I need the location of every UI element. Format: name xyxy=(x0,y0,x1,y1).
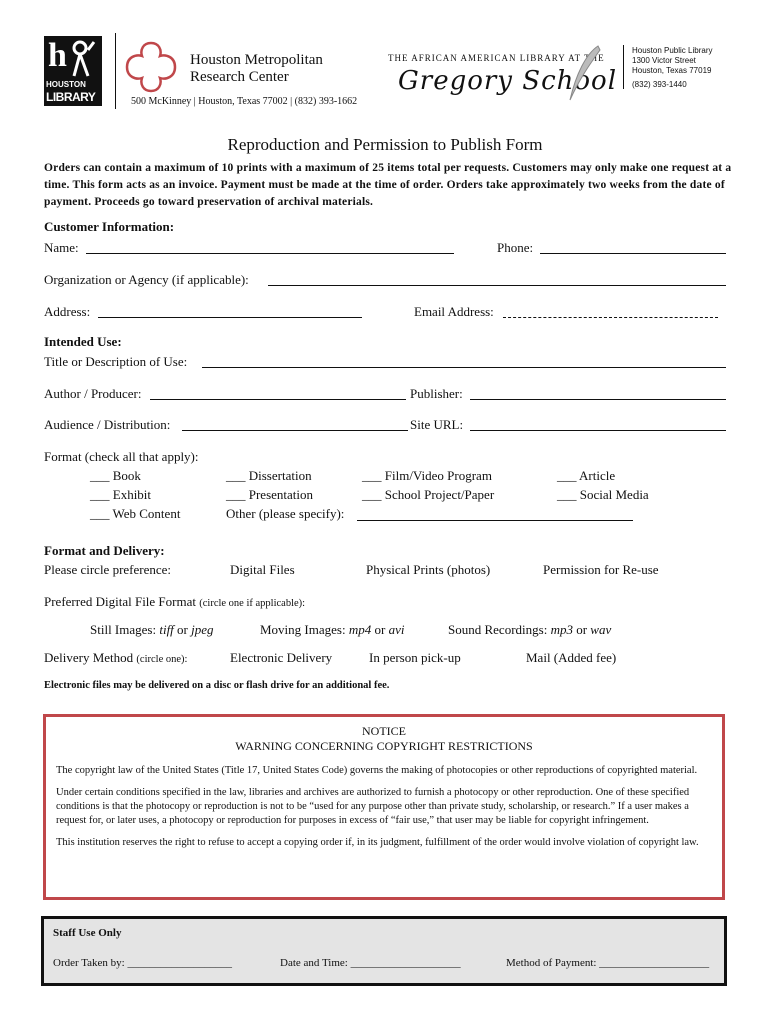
phone-field[interactable] xyxy=(540,253,726,254)
hpl-line2: 1300 Victor Street xyxy=(632,56,696,65)
staff-use-box xyxy=(41,916,727,986)
notice-subtitle: WARNING CONCERNING COPYRIGHT RESTRICTIONS xyxy=(235,739,533,753)
option-digital-files[interactable]: Digital Files xyxy=(230,562,295,577)
name-field[interactable] xyxy=(86,253,454,254)
option-mail[interactable]: Mail (Added fee) xyxy=(526,650,617,665)
option-mp3[interactable]: mp3 xyxy=(550,622,573,637)
or-text: or xyxy=(177,622,188,637)
format-other-label: Other (please specify): xyxy=(226,506,345,521)
format-film[interactable]: ___ Film/Video Program xyxy=(362,468,492,483)
format-other-field[interactable] xyxy=(357,520,633,521)
date-time-field[interactable]: Date and Time: ____________________ xyxy=(280,957,461,969)
header-divider xyxy=(115,33,116,109)
title-desc-label: Title or Description of Use: xyxy=(44,354,188,369)
delivery-method-text: Delivery Method xyxy=(44,650,134,665)
publisher-label: Publisher: xyxy=(410,386,463,401)
gregory-school-wordmark: Gregory School xyxy=(398,66,618,96)
name-label: Name: xyxy=(44,240,79,255)
option-permission-reuse[interactable]: Permission for Re-use xyxy=(543,562,659,577)
org-field[interactable] xyxy=(268,285,726,286)
logo-line1: HOUSTON xyxy=(46,80,86,89)
email-label: Email Address: xyxy=(414,304,494,319)
logo-line2: LIBRARY xyxy=(46,90,96,104)
option-jpeg[interactable]: jpeg xyxy=(191,622,214,637)
intro-text: Orders can contain a maximum of 10 prints with a maximum of 25 items total per requests. Customers may only make one request at a time. This form acts as an invoice. Payment must be made at the time of order. Orders take approximately two weeks from the date of payment. Proceeds go toward preservation of archival materials. xyxy=(44,162,732,208)
logo-figure-icon xyxy=(68,40,98,78)
format-dissertation[interactable]: ___ Dissertation xyxy=(226,468,312,483)
pref-format-note: (circle one if applicable): xyxy=(199,598,306,609)
notice-heading xyxy=(46,724,722,754)
delivery-method-note: (circle one): xyxy=(136,654,188,665)
option-in-person-pickup[interactable]: In person pick-up xyxy=(369,650,461,665)
option-electronic-delivery[interactable]: Electronic Delivery xyxy=(230,650,333,665)
option-wav[interactable]: wav xyxy=(590,622,612,637)
option-avi[interactable]: avi xyxy=(388,622,405,637)
hpl-line1: Houston Public Library xyxy=(632,46,713,55)
moving-images-label: Moving Images: xyxy=(260,622,346,637)
format-article[interactable]: ___ Article xyxy=(557,468,616,483)
hmrc-line2: Research Center xyxy=(190,69,289,85)
pref-format-label xyxy=(44,594,305,610)
site-label: Site URL: xyxy=(410,417,464,432)
address-field[interactable] xyxy=(98,317,362,318)
moving-images-row xyxy=(260,622,404,638)
hpl-line3: Houston, Texas 77019 xyxy=(632,66,712,75)
hmrc-name xyxy=(190,52,323,86)
customer-heading: Customer Information: xyxy=(44,219,175,234)
author-label: Author / Producer: xyxy=(44,386,142,401)
hpl-address xyxy=(632,46,712,90)
author-field[interactable] xyxy=(150,399,406,400)
publisher-field[interactable] xyxy=(470,399,726,400)
copyright-notice-box xyxy=(43,714,725,900)
notice-paragraph-1: The copyright law of the United States (Title 17, United States Code) governs the making of photocopies or other reproductions of copyrighted material. xyxy=(56,765,698,776)
delivery-heading: Format and Delivery: xyxy=(44,543,165,558)
or-text: or xyxy=(374,622,386,637)
delivery-method-label xyxy=(44,650,187,666)
houston-library-logo xyxy=(44,36,102,106)
logo-mark: h xyxy=(48,37,67,74)
page-title: Reproduction and Permission to Publish Form xyxy=(227,135,543,154)
hmrc-quatrefoil-icon xyxy=(124,40,178,94)
header-divider-2 xyxy=(623,45,624,89)
site-field[interactable] xyxy=(470,430,726,431)
audience-field[interactable] xyxy=(182,430,408,431)
phone-label: Phone: xyxy=(497,240,534,255)
hmrc-address: 500 McKinney | Houston, Texas 77002 | (832) 393-1662 xyxy=(131,96,358,107)
option-mp4[interactable]: mp4 xyxy=(348,622,372,637)
circle-label: Please circle preference: xyxy=(44,562,172,577)
audience-label: Audience / Distribution: xyxy=(44,417,171,432)
format-web[interactable]: ___ Web Content xyxy=(90,506,181,521)
aal-title: THE AFRICAN AMERICAN LIBRARY AT THE xyxy=(388,53,605,63)
format-school[interactable]: ___ School Project/Paper xyxy=(362,487,495,502)
pref-format-text: Preferred Digital File Format xyxy=(44,594,196,609)
quill-icon xyxy=(566,44,602,102)
payment-method-field[interactable]: Method of Payment: ____________________ xyxy=(506,957,710,969)
or-text: or xyxy=(576,622,588,637)
format-social[interactable]: ___ Social Media xyxy=(557,487,649,502)
notice-paragraph-2: Under certain conditions specified in the law, libraries and archives are authorized to furnish a photocopy or other reproduction. One of these specified conditions is that the photocopy or reproduction is not to be “used for any purpose other than private study, scholarship, or research.” If a user makes a request for, or later uses, a photocopy or reproduction for purposes in excess of “fair use,” that user may be liable for copyright infringement. xyxy=(56,787,690,826)
sound-recordings-row xyxy=(448,622,611,638)
format-presentation[interactable]: ___ Presentation xyxy=(226,487,314,502)
hmrc-line1: Houston Metropolitan xyxy=(190,52,323,68)
option-physical-prints[interactable]: Physical Prints (photos) xyxy=(366,562,491,577)
format-book[interactable]: ___ Book xyxy=(90,468,141,483)
format-label: Format (check all that apply): xyxy=(44,449,199,464)
hpl-line4: (832) 393-1440 xyxy=(632,80,687,89)
still-images-label: Still Images: xyxy=(90,622,157,637)
intended-heading: Intended Use: xyxy=(44,334,122,349)
email-field[interactable] xyxy=(503,317,718,318)
sound-recordings-label: Sound Recordings: xyxy=(448,622,548,637)
order-taken-field[interactable]: Order Taken by: ___________________ xyxy=(53,957,232,969)
fee-note: Electronic files may be delivered on a disc or flash drive for an additional fee. xyxy=(44,680,390,691)
still-images-row xyxy=(90,622,214,638)
format-exhibit[interactable]: ___ Exhibit xyxy=(90,487,152,502)
notice-title: NOTICE xyxy=(362,724,406,738)
option-tiff[interactable]: tiff xyxy=(159,622,174,637)
notice-paragraph-3: This institution reserves the right to refuse to accept a copying order if, in its judgment, fulfillment of the order would involve violation of copyright law. xyxy=(56,837,699,848)
title-desc-field[interactable] xyxy=(202,367,726,368)
staff-title: Staff Use Only xyxy=(53,927,122,939)
address-label: Address: xyxy=(44,304,91,319)
org-label: Organization or Agency (if applicable): xyxy=(44,272,249,287)
